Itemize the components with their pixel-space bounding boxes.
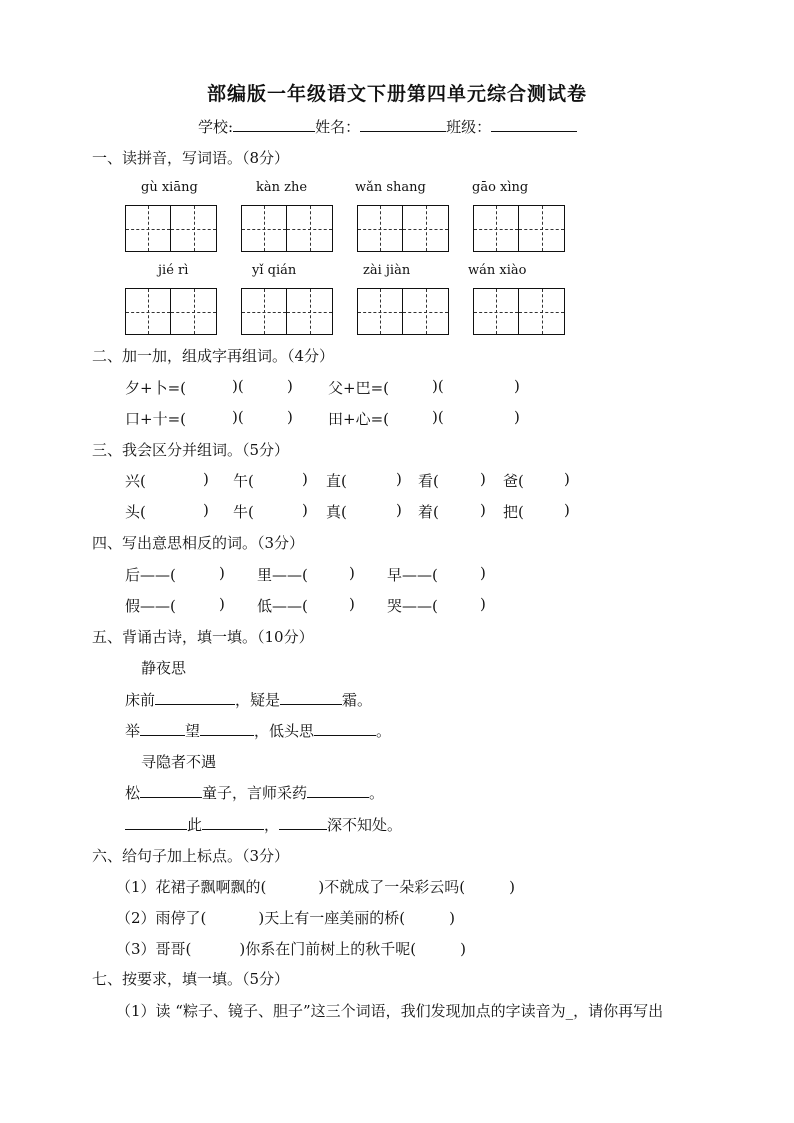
pinyin-label: wǎn shang	[355, 180, 426, 195]
section-2-heading: 二、加一加，组成字再组词。（4分）	[92, 347, 335, 365]
poem-text: ，低头思	[254, 722, 315, 740]
question-item: 田+心=(	[328, 410, 389, 428]
pinyin-label: kàn zhe	[256, 180, 308, 195]
question-item: 口+十=(	[125, 410, 186, 428]
question-item: )	[480, 501, 486, 519]
question-item: 里——(	[257, 566, 308, 584]
pinyin-label: gāo xìng	[472, 180, 529, 195]
question-item: 牛(	[233, 503, 254, 521]
question-item: )	[287, 377, 293, 395]
question-item: 父+巴=(	[328, 379, 389, 397]
sentence-text: )天上有一座美丽的桥(	[258, 909, 406, 927]
question-item: 把(	[503, 503, 524, 521]
poem-text: 望	[185, 722, 201, 740]
pinyin-label: jié rì	[158, 263, 189, 278]
section-6-heading: 六、给句子加上标点。（3分）	[92, 847, 290, 865]
poem-text: 此	[187, 816, 203, 834]
question-item: 哭——(	[387, 597, 438, 615]
fill-blank[interactable]	[280, 689, 342, 705]
question-item: )	[287, 408, 293, 426]
poem-text: 松	[125, 784, 141, 802]
question-item: )(	[232, 408, 244, 426]
punct-sentence	[116, 938, 466, 959]
writing-grid[interactable]	[357, 205, 449, 252]
poem-line	[125, 814, 402, 835]
pinyin-label: gù xiāng	[141, 180, 198, 195]
section-4-heading: 四、写出意思相反的词。（3分）	[92, 534, 305, 552]
question-item: )	[349, 564, 355, 582]
student-info-line	[198, 116, 577, 137]
question-item: 午(	[233, 472, 254, 490]
poem-title: 寻隐者不遇	[141, 753, 217, 771]
question-item: 直(	[326, 472, 347, 490]
question-item: )	[349, 595, 355, 613]
question-item: )(	[232, 377, 244, 395]
sentence-text: （1）花裙子飘啊飘的(	[116, 878, 267, 896]
question-item: 兴(	[125, 472, 146, 490]
poem-line	[125, 782, 384, 803]
name-label: 姓名：	[315, 118, 361, 136]
poem-text: 霜。	[342, 691, 373, 709]
question-item: )	[480, 595, 486, 613]
name-blank[interactable]	[360, 116, 446, 132]
poem-text: ，	[264, 816, 280, 834]
fill-blank[interactable]	[155, 689, 235, 705]
pinyin-label: wán xiào	[468, 263, 527, 278]
poem-text: 举	[125, 722, 141, 740]
punct-sentence	[116, 876, 515, 897]
class-label: 班级：	[446, 118, 492, 136]
question-item: 假——(	[125, 597, 176, 615]
school-label: 学校:	[198, 118, 234, 136]
question-item: )	[302, 470, 308, 488]
class-blank[interactable]	[491, 116, 577, 132]
question-item: 真(	[326, 503, 347, 521]
question-item: 看(	[418, 472, 439, 490]
question-item: 早——(	[387, 566, 438, 584]
question-text: （1）读 “粽子、镜子、胆子”这三个词语，我们发现加点的字读音为_，请你再写出	[116, 1002, 664, 1020]
poem-text: 深不知处。	[327, 816, 403, 834]
page-title: 部编版一年级语文下册第四单元综合测试卷	[206, 83, 587, 105]
fill-blank[interactable]	[125, 814, 187, 830]
question-item: )	[302, 501, 308, 519]
question-item: )	[564, 470, 570, 488]
fill-blank[interactable]	[140, 782, 202, 798]
question-item: )	[514, 408, 520, 426]
section-5-heading: 五、背诵古诗，填一填。（10分）	[92, 628, 314, 646]
sentence-text: )	[460, 940, 466, 958]
question-item: )	[219, 564, 225, 582]
poem-text: 。	[369, 784, 385, 802]
poem-title: 静夜思	[141, 659, 187, 677]
question-item: 低——(	[257, 597, 308, 615]
fill-blank[interactable]	[202, 814, 264, 830]
sentence-text: )你系在门前树上的秋千呢(	[239, 940, 417, 958]
question-item: 夕+卜=(	[125, 379, 186, 397]
poem-line	[125, 689, 372, 710]
question-item: )	[203, 470, 209, 488]
poem-text: 床前	[125, 691, 156, 709]
section-3-heading: 三、我会区分并组词。（5分）	[92, 441, 290, 459]
writing-grid[interactable]	[473, 288, 565, 335]
writing-grid[interactable]	[125, 205, 217, 252]
poem-line	[125, 720, 391, 741]
section-7-heading: 七、按要求，填一填。（5分）	[92, 970, 290, 988]
pinyin-label: yǐ qián	[252, 263, 297, 278]
poem-text: 。	[376, 722, 392, 740]
sentence-text: )	[449, 909, 455, 927]
writing-grid[interactable]	[473, 205, 565, 252]
poem-text: ，疑是	[235, 691, 281, 709]
question-item: )	[480, 470, 486, 488]
fill-blank[interactable]	[140, 720, 185, 736]
question-item: 着(	[418, 503, 439, 521]
fill-blank[interactable]	[279, 814, 327, 830]
sentence-text: )不就成了一朵彩云吗(	[318, 878, 466, 896]
question-item: 后——(	[125, 566, 176, 584]
question-item: )(	[432, 408, 444, 426]
sentence-text: （2）雨停了(	[116, 909, 207, 927]
question-item: )	[396, 501, 402, 519]
fill-blank[interactable]	[200, 720, 254, 736]
writing-grid[interactable]	[125, 288, 217, 335]
sentence-text: )	[509, 878, 515, 896]
poem-text: 童子，言师采药	[202, 784, 308, 802]
sentence-text: （3）哥哥(	[116, 940, 192, 958]
question-item: 爸(	[503, 472, 524, 490]
question-item: )	[203, 501, 209, 519]
question-item: )	[219, 595, 225, 613]
writing-grid[interactable]	[241, 288, 333, 335]
question-item: )	[396, 470, 402, 488]
section-1-heading: 一、读拼音，写词语。（8分）	[92, 149, 290, 167]
question-item: )(	[432, 377, 444, 395]
question-item: 头(	[125, 503, 146, 521]
question-item: )	[564, 501, 570, 519]
fill-blank[interactable]	[307, 782, 369, 798]
school-blank[interactable]	[233, 116, 315, 132]
punct-sentence	[116, 907, 455, 928]
writing-grid[interactable]	[241, 205, 333, 252]
fill-blank[interactable]	[314, 720, 376, 736]
writing-grid[interactable]	[357, 288, 449, 335]
question-item: )	[480, 564, 486, 582]
question-item: )	[514, 377, 520, 395]
pinyin-label: zài jiàn	[363, 263, 411, 278]
